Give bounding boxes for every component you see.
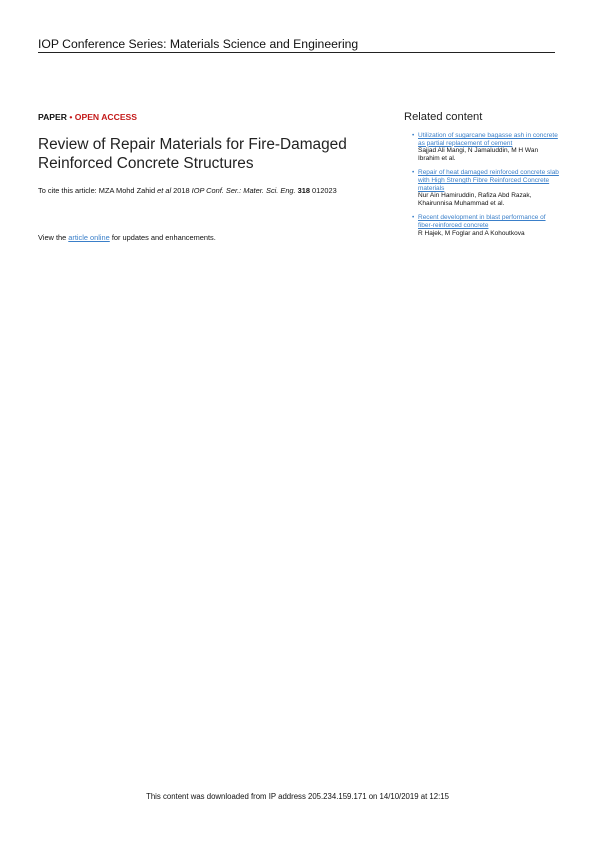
download-footer: This content was downloaded from IP address 205.234.159.171 on 14/10/2019 at 12:15 — [146, 792, 449, 801]
label-separator: • — [69, 112, 73, 122]
paper-label — [38, 112, 137, 122]
bullet-icon: • — [412, 169, 415, 177]
citation-volume: 318 — [297, 186, 310, 195]
citation — [38, 186, 388, 195]
citation-number: 012023 — [310, 186, 337, 195]
bullet-icon: • — [412, 132, 415, 139]
open-access-label: OPEN ACCESS — [74, 112, 138, 122]
related-content-panel — [404, 111, 559, 244]
citation-journal: IOP Conf. Ser.: Mater. Sci. Eng. — [191, 186, 296, 195]
related-item-authors: R Hajek, M Foglar and A Kohoutkova — [418, 229, 525, 237]
article-title-line1: Review of Repair Materials for Fire-Damaged — [38, 136, 347, 153]
citation-year: 2018 — [171, 186, 192, 195]
paper-type-label: PAPER — [38, 112, 67, 122]
citation-prefix: To cite this article: MZA Mohd Zahid — [38, 186, 158, 195]
view-online-text — [38, 233, 216, 242]
view-online-suffix: for updates and enhancements. — [109, 233, 216, 242]
related-item-link[interactable]: Repair of heat damaged reinforced concrete slab with High Strength Fibre Reinforced Concrete materials — [418, 169, 559, 192]
citation-etal: et al — [157, 186, 172, 195]
related-item-authors: Sajjad Ali Mangi, N Jamaluddin, M H Wan Ibrahim et al. — [418, 147, 539, 162]
view-online-prefix: View the — [38, 233, 69, 242]
article-title — [38, 135, 378, 173]
related-item-authors: Nur Ain Hamiruddin, Rafiza Abd Razak, Khairunnisa Muhammad et al. — [418, 192, 532, 207]
related-item-link[interactable]: Utilization of sugarcane bagasse ash in concrete as partial replacement of cement — [418, 132, 558, 147]
related-content-heading: Related content — [404, 111, 483, 123]
related-item — [404, 169, 559, 207]
bullet-icon: • — [412, 214, 415, 222]
related-item-link[interactable]: Recent development in blast performance of fiber-reinforced concrete — [418, 214, 546, 229]
related-item — [404, 132, 559, 162]
journal-header: IOP Conference Series: Materials Science and Engineering — [38, 37, 555, 53]
related-item — [404, 214, 559, 237]
article-online-link[interactable]: article online — [68, 233, 110, 242]
article-title-line2: Reinforced Concrete Structures — [38, 155, 254, 172]
